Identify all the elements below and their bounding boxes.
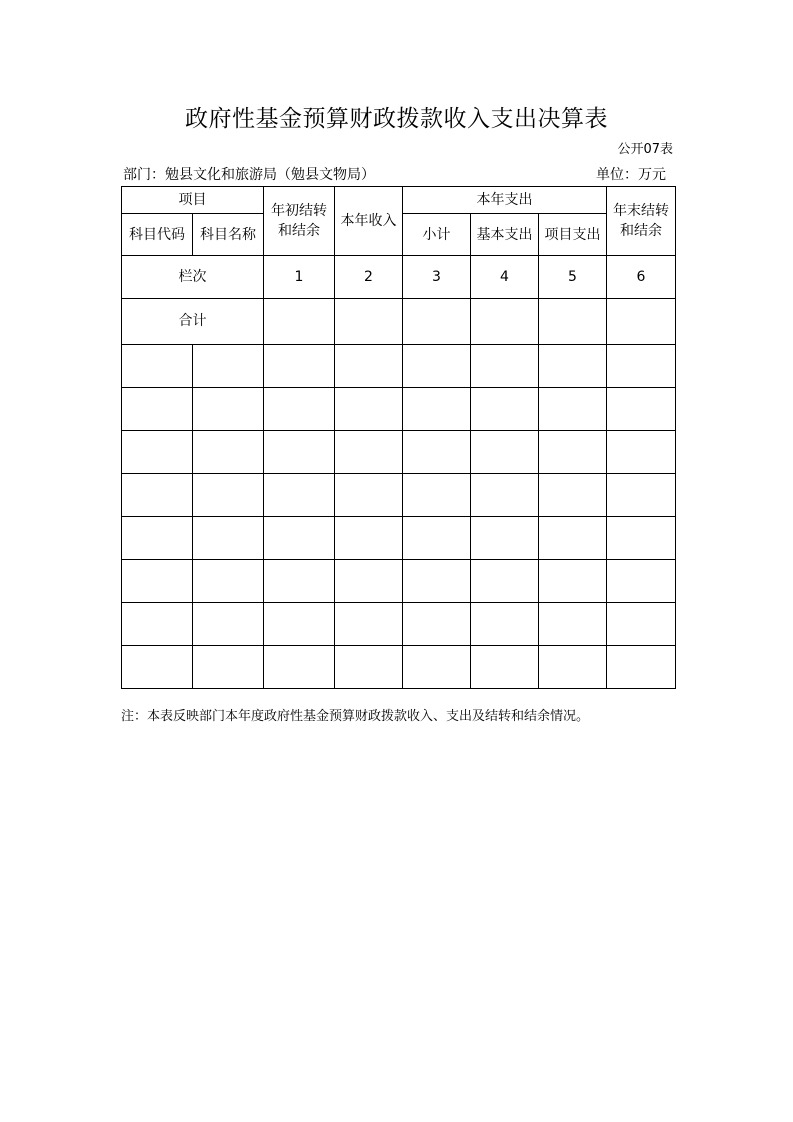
table-cell bbox=[264, 517, 335, 560]
column-number-6: 6 bbox=[607, 256, 676, 299]
table-cell bbox=[607, 517, 676, 560]
table-cell bbox=[122, 646, 193, 689]
unit-label: 单位：万元 bbox=[596, 167, 666, 183]
table-row bbox=[122, 603, 676, 646]
table-cell bbox=[471, 431, 539, 474]
table-cell bbox=[335, 646, 403, 689]
table-cell bbox=[335, 388, 403, 431]
table-cell bbox=[122, 388, 193, 431]
table-row bbox=[122, 345, 676, 388]
header-row-1 bbox=[122, 187, 676, 214]
total-cell bbox=[471, 299, 539, 345]
table-cell bbox=[607, 560, 676, 603]
total-label: 合计 bbox=[122, 299, 264, 345]
table-cell bbox=[403, 646, 471, 689]
header-subtotal: 小计 bbox=[403, 214, 471, 256]
table-row bbox=[122, 560, 676, 603]
table-cell bbox=[193, 603, 264, 646]
table-cell bbox=[539, 603, 607, 646]
header-current-income: 本年收入 bbox=[335, 187, 403, 256]
total-cell bbox=[335, 299, 403, 345]
table-cell bbox=[471, 603, 539, 646]
table-cell bbox=[264, 646, 335, 689]
table-cell bbox=[539, 646, 607, 689]
page-title: 政府性基金预算财政拨款收入支出决算表 bbox=[185, 106, 608, 132]
table-cell bbox=[122, 603, 193, 646]
table-cell bbox=[471, 560, 539, 603]
table-cell bbox=[539, 431, 607, 474]
department-label: 部门：勉县文化和旅游局（勉县文物局） bbox=[123, 167, 375, 183]
total-cell bbox=[403, 299, 471, 345]
table-cell bbox=[471, 388, 539, 431]
table-cell bbox=[539, 474, 607, 517]
table-cell bbox=[607, 474, 676, 517]
table-cell bbox=[193, 517, 264, 560]
table-cell bbox=[264, 388, 335, 431]
table-cell bbox=[471, 345, 539, 388]
table-cell bbox=[264, 603, 335, 646]
table-cell bbox=[264, 345, 335, 388]
table-cell bbox=[264, 560, 335, 603]
total-row bbox=[122, 299, 676, 345]
header-closing-balance bbox=[607, 187, 676, 256]
header-current-expense: 本年支出 bbox=[403, 187, 607, 214]
table-cell bbox=[122, 431, 193, 474]
table-row bbox=[122, 646, 676, 689]
table-cell bbox=[122, 345, 193, 388]
table-cell bbox=[193, 646, 264, 689]
table-cell bbox=[122, 517, 193, 560]
table-cell bbox=[607, 603, 676, 646]
total-cell bbox=[607, 299, 676, 345]
table-cell bbox=[471, 474, 539, 517]
footnote: 注：本表反映部门本年度政府性基金预算财政拨款收入、支出及结转和结余情况。 bbox=[121, 709, 590, 724]
table-cell bbox=[403, 474, 471, 517]
table-cell bbox=[539, 388, 607, 431]
table-cell bbox=[264, 431, 335, 474]
header-opening-balance bbox=[264, 187, 335, 256]
form-number: 公开07表 bbox=[617, 142, 673, 157]
table-row bbox=[122, 474, 676, 517]
table-cell bbox=[335, 431, 403, 474]
table-cell bbox=[335, 560, 403, 603]
column-number-row bbox=[122, 256, 676, 299]
table-cell bbox=[607, 388, 676, 431]
table-cell bbox=[471, 517, 539, 560]
table-cell bbox=[193, 345, 264, 388]
table-row bbox=[122, 431, 676, 474]
column-number-label: 栏次 bbox=[122, 256, 264, 299]
table-cell bbox=[607, 431, 676, 474]
table-cell bbox=[335, 603, 403, 646]
column-number-5: 5 bbox=[539, 256, 607, 299]
table-cell bbox=[539, 560, 607, 603]
budget-table bbox=[121, 186, 676, 689]
table-cell bbox=[403, 388, 471, 431]
table-cell bbox=[122, 474, 193, 517]
table-cell bbox=[335, 474, 403, 517]
total-cell bbox=[539, 299, 607, 345]
header-subject-code: 科目代码 bbox=[122, 214, 193, 256]
header-subject-name: 科目名称 bbox=[193, 214, 264, 256]
table-cell bbox=[193, 560, 264, 603]
table-row bbox=[122, 517, 676, 560]
table-cell bbox=[539, 517, 607, 560]
table-cell bbox=[264, 474, 335, 517]
header-closing-balance-label: 年末结转和结余 bbox=[613, 203, 669, 239]
table-cell bbox=[193, 388, 264, 431]
table-row bbox=[122, 388, 676, 431]
table-cell bbox=[403, 560, 471, 603]
table-cell bbox=[607, 646, 676, 689]
table-cell bbox=[403, 345, 471, 388]
column-number-1: 1 bbox=[264, 256, 335, 299]
header-opening-balance-label: 年初结转和结余 bbox=[271, 203, 327, 239]
table-cell bbox=[403, 603, 471, 646]
column-number-2: 2 bbox=[335, 256, 403, 299]
header-basic-expense: 基本支出 bbox=[471, 214, 539, 256]
column-number-3: 3 bbox=[403, 256, 471, 299]
table-cell bbox=[122, 560, 193, 603]
table-cell bbox=[193, 474, 264, 517]
column-number-4: 4 bbox=[471, 256, 539, 299]
table-cell bbox=[335, 517, 403, 560]
header-item: 项目 bbox=[122, 187, 264, 214]
table-cell bbox=[471, 646, 539, 689]
table-cell bbox=[539, 345, 607, 388]
table-cell bbox=[403, 431, 471, 474]
table-cell bbox=[607, 345, 676, 388]
table-cell bbox=[335, 345, 403, 388]
header-project-expense: 项目支出 bbox=[539, 214, 607, 256]
total-cell bbox=[264, 299, 335, 345]
table-cell bbox=[193, 431, 264, 474]
table-cell bbox=[403, 517, 471, 560]
